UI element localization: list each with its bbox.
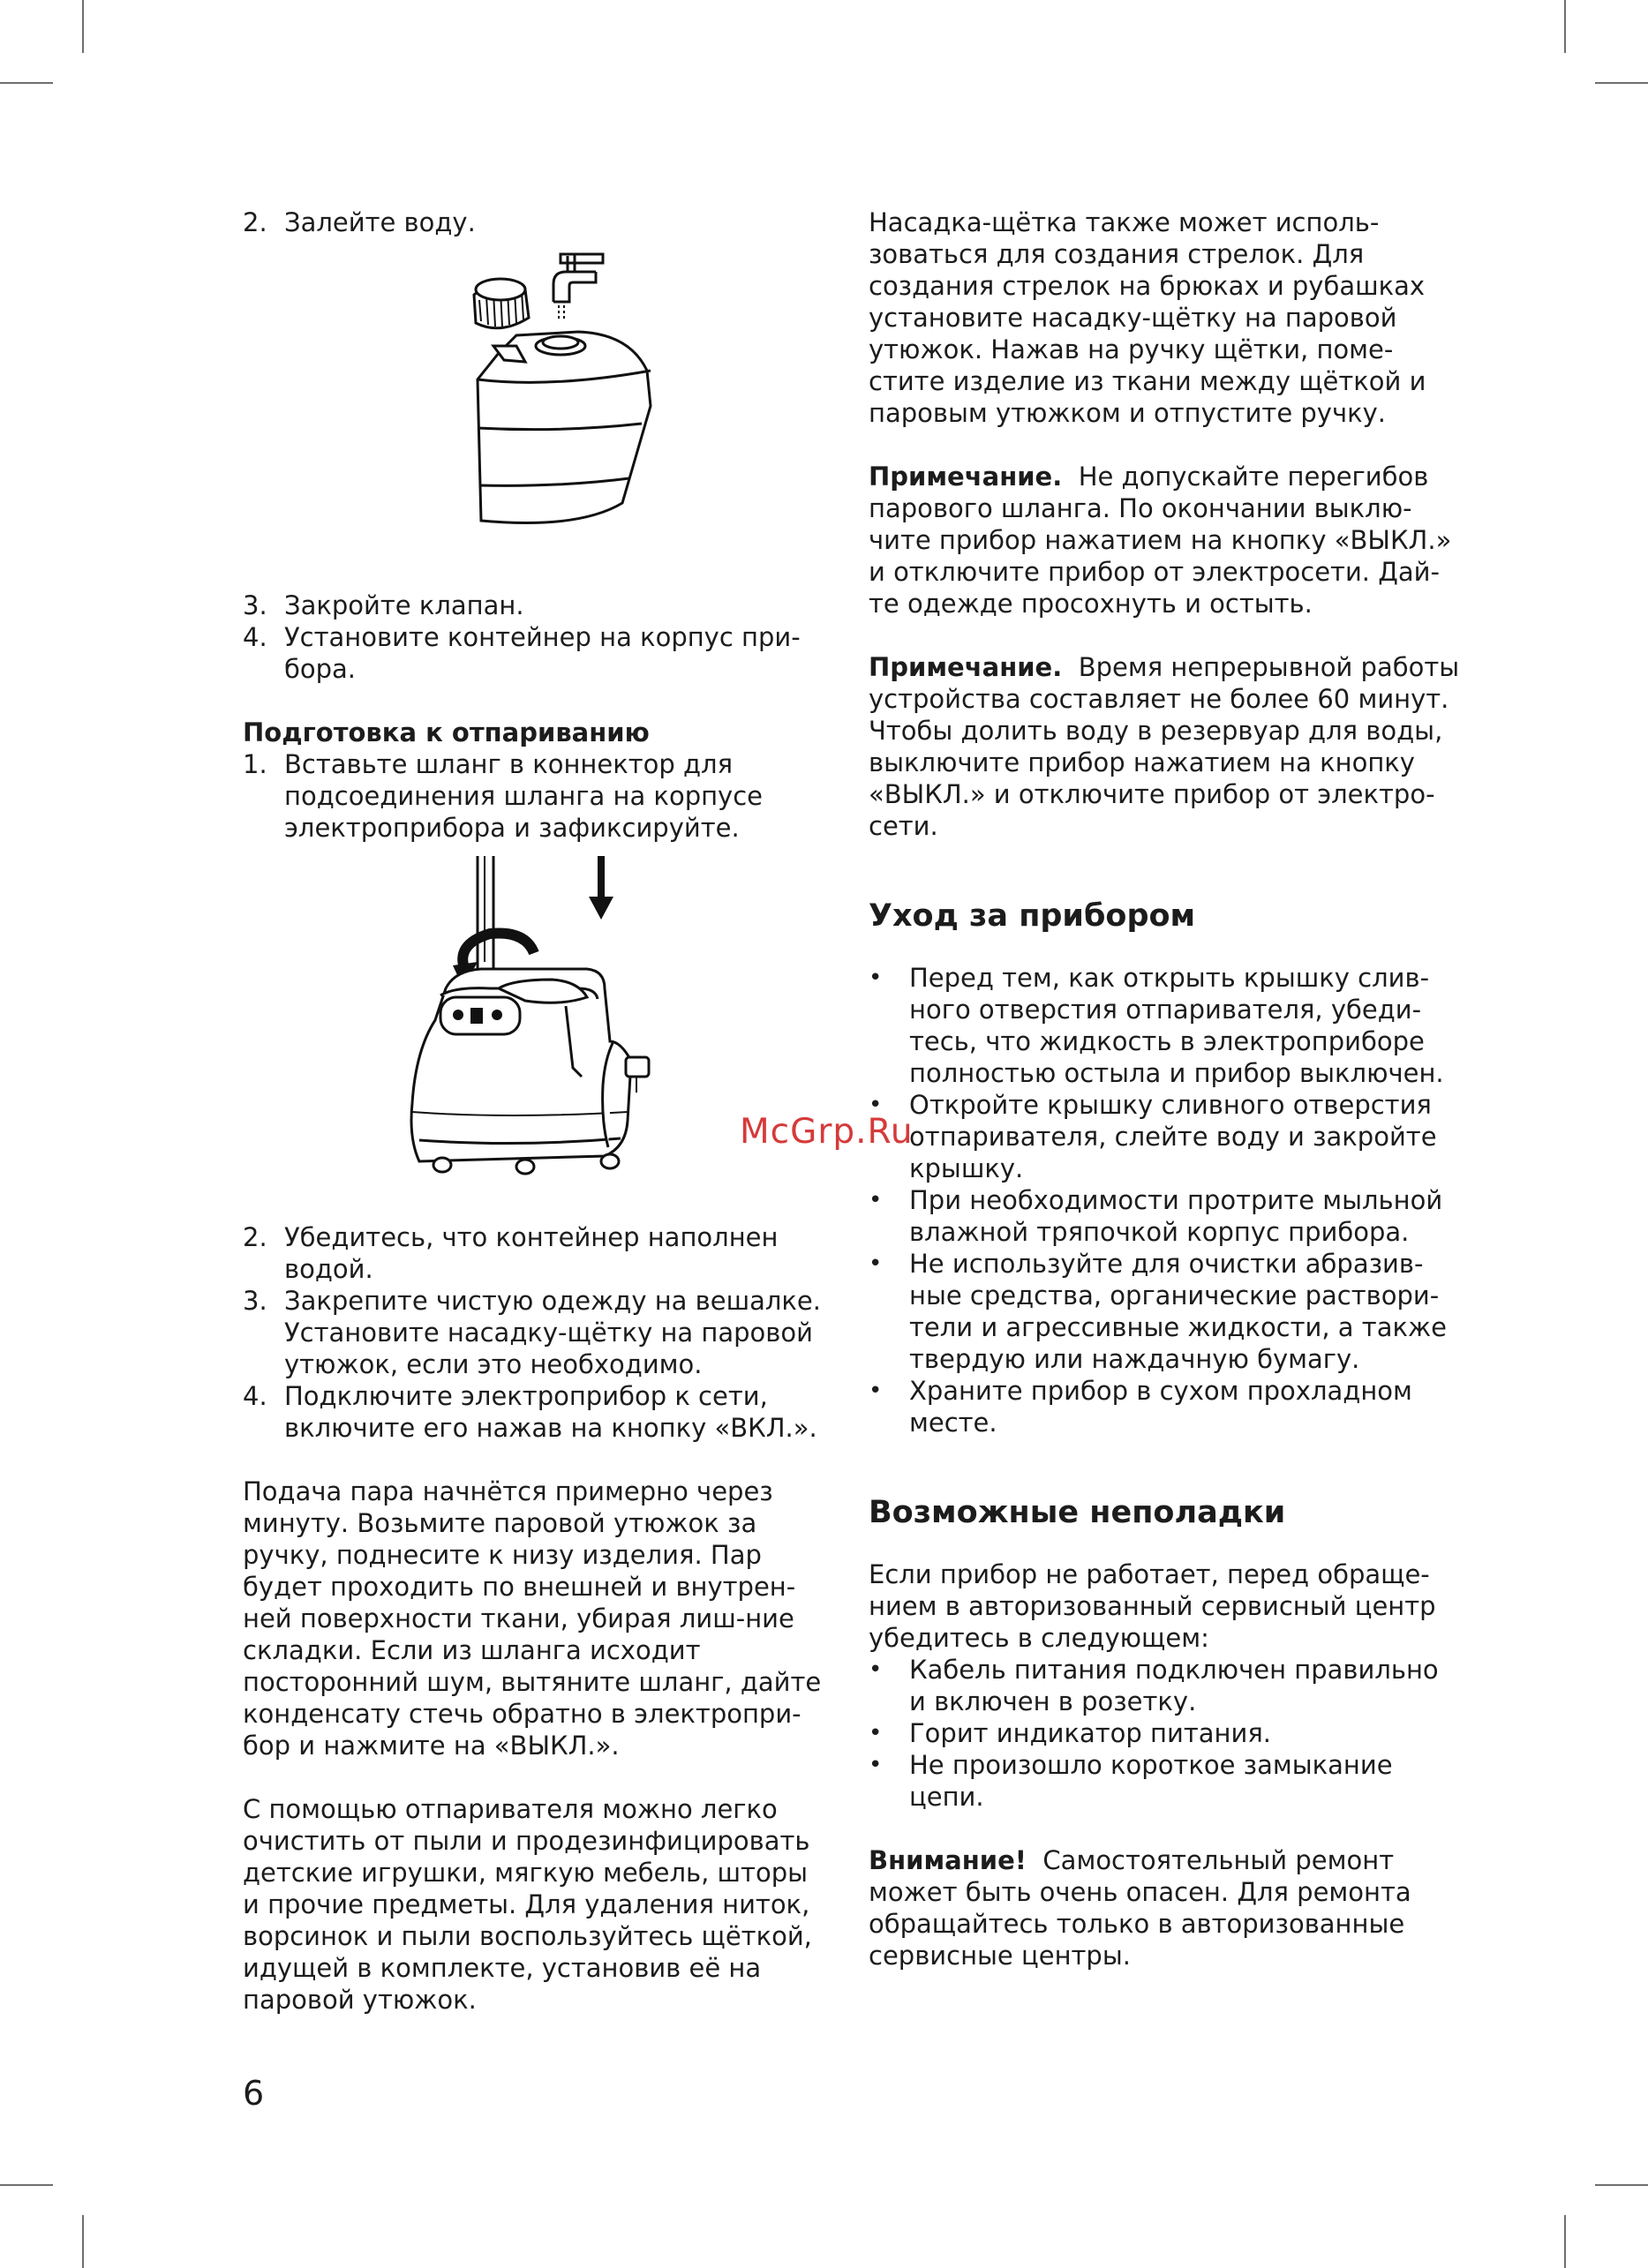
care-item-text: Храните прибор в сухом прохладном месте. (909, 1376, 1412, 1438)
step-number: 2. (243, 207, 267, 237)
tank-cap-icon (474, 279, 529, 328)
care-item-text: Откройте крышку сливного отверстия отпаривателя, слейте воду и закройте крышку. (909, 1090, 1437, 1183)
crop-mark (82, 0, 84, 53)
crop-mark (1595, 2184, 1648, 2186)
note-hose (869, 461, 1460, 620)
care-list-item: • Откройте крышку сливного отверстия отпаривателя, слейте воду и закройте крышку. (869, 1089, 1460, 1184)
step-text: Убедитесь, что контейнер наполнен водой. (284, 1222, 779, 1284)
right-column (869, 207, 1460, 1971)
step-text: Закрепите чистую одежду на вешалке. Установите насадку-щётку на паровой утюжок, если это необходимо. (284, 1286, 821, 1379)
crop-mark (1564, 2215, 1566, 2268)
crop-mark (1564, 0, 1566, 53)
steamer-body-icon (411, 969, 649, 1174)
step-connect-hose (243, 748, 825, 844)
step-check-container (243, 1221, 825, 1285)
trouble-item-text: Горит индикатор питания. (909, 1718, 1271, 1748)
step-fill-water (243, 207, 825, 238)
trouble-intro: Если прибор не работает, перед обраще-нием в авторизованный сервисный центр убедитесь в следующем: (869, 1559, 1436, 1653)
care-heading: Уход за прибором (869, 898, 1196, 934)
step-power-on (243, 1380, 825, 1444)
step-number: 3. (243, 1286, 267, 1316)
warning (869, 1844, 1460, 1971)
crop-mark (0, 82, 53, 84)
step-number: 4. (243, 622, 267, 652)
step-hang-clothes (243, 1285, 825, 1380)
note-text: Не допускайте перегибов парового шланга. По окончании выклю-чите прибор нажатием на кнопку «ВЫКЛ.» и отключите прибор от электросети. Дай-те одежде просохнуть и остыть. (869, 462, 1452, 619)
trouble-item-text: Кабель питания подключен правильно и включен в розетку. (909, 1655, 1439, 1716)
crop-mark (0, 2184, 53, 2186)
paragraph-brush-creases: Насадка-щётка также может исполь-зоваться для создания стрелок. Для создания стрелок на брюках и рубашках установите насадку-щётку на паровой утюжок. Нажав на ручку щётки, поме-стите изделие из ткани между щёткой и паровым утюжком и отпустите ручку. (869, 207, 1426, 428)
note-text: Время непрерывной работы устройства составляет не более 60 минут. Чтобы долить воду в резервуар для воды, выключите прибор нажатием на кнопку «ВЫКЛ.» и отключите прибор от электро-сети. (869, 652, 1460, 841)
care-list-item: • Храните прибор в сухом прохладном месте. (869, 1375, 1460, 1438)
paragraph-cleaning: С помощью отпаривателя можно легко очистить от пыли и продезинфицировать детские игрушки, мягкую мебель, шторы и прочие предметы. Для удаления ниток, ворсинок и пыли воспользуйтесь щёткой, идущей в комплекте, установив её на паровой утюжок. (243, 1794, 812, 2015)
note-runtime (869, 651, 1460, 842)
trouble-item-text: Не произошло короткое замыкание цепи. (909, 1750, 1393, 1812)
step-number: 4. (243, 1381, 267, 1411)
trouble-list-item: • Кабель питания подключен правильно и включен в розетку. (869, 1654, 1460, 1717)
crop-mark (1595, 82, 1648, 84)
trouble-heading: Возможные неполадки (869, 1495, 1286, 1530)
crop-mark (82, 2215, 84, 2268)
care-list-item: • Перед тем, как открыть крышку слив-ного отверстия отпаривателя, убеди-тесь, что жидкость в электроприборе полностью остыла и прибор выключен. (869, 962, 1460, 1089)
trouble-list-item: • Горит индикатор питания. (869, 1717, 1460, 1749)
steamer-hose-illustration (393, 856, 675, 1209)
step-text: Установите контейнер на корпус при-бора. (284, 622, 801, 684)
step-close-valve (243, 590, 825, 621)
prep-heading: Подготовка к отпариванию (243, 717, 650, 747)
step-number: 1. (243, 749, 267, 779)
care-list-item: • При необходимости протрите мыльной влажной тряпочкой корпус прибора. (869, 1184, 1460, 1248)
water-tank-illustration (402, 247, 666, 574)
step-text: Вставьте шланг в коннектор для подсоединения шланга на корпусе электроприбора и зафиксируйте. (284, 749, 764, 843)
paragraph-steam-supply: Подача пара начнётся примерно через минуту. Возьмите паровой утюжок за ручку, поднесите к низу изделия. Пар будет проходить по внешней и внутрен-ней поверхности ткани, убирая лиш-ние складки. Если из шланга исходит посторонний шум, вытяните шланг, дайте конденсату стечь обратно в электропри-бор и нажмите на «ВЫКЛ.». (243, 1476, 822, 1761)
step-number: 2. (243, 1222, 267, 1252)
step-text: Подключите электроприбор к сети, включите его нажав на кнопку «ВКЛ.». (284, 1381, 817, 1443)
step-install-container (243, 621, 825, 685)
step-number: 3. (243, 590, 267, 620)
arrow-down-icon (589, 856, 613, 920)
care-item-text: Перед тем, как открыть крышку слив-ного отверстия отпаривателя, убеди-тесь, что жидкость в электроприборе полностью остыла и прибор выключен. (909, 963, 1444, 1088)
warning-label: Внимание! (869, 1845, 1027, 1875)
warning-text: Самостоятельный ремонт может быть очень опасен. Для ремонта обращайтесь только в авторизованные сервисные центры. (869, 1845, 1411, 1971)
trouble-list-item: • Не произошло короткое замыкание цепи. (869, 1749, 1460, 1813)
care-item-text: При необходимости протрите мыльной влажной тряпочкой корпус прибора. (909, 1185, 1443, 1247)
page-number: 6 (243, 2074, 265, 2113)
care-list-item: • Не используйте для очистки абразив-ные средства, органические раствори-тели и агрессивные жидкости, а также твердую или наждачную бумагу. (869, 1248, 1460, 1375)
left-column (243, 207, 825, 2016)
note-label: Примечание. (869, 462, 1063, 492)
watermark: McGrp.Ru (740, 1112, 914, 1152)
faucet-icon (553, 254, 603, 302)
water-tank-icon (478, 332, 651, 523)
note-label: Примечание. (869, 652, 1063, 682)
care-item-text: Не используйте для очистки абразив-ные средства, органические раствори-тели и агрессивные жидкости, а также твердую или наждачную бумагу. (909, 1249, 1447, 1374)
step-text: Закройте клапан. (284, 590, 524, 620)
step-text: Залейте воду. (284, 207, 476, 237)
